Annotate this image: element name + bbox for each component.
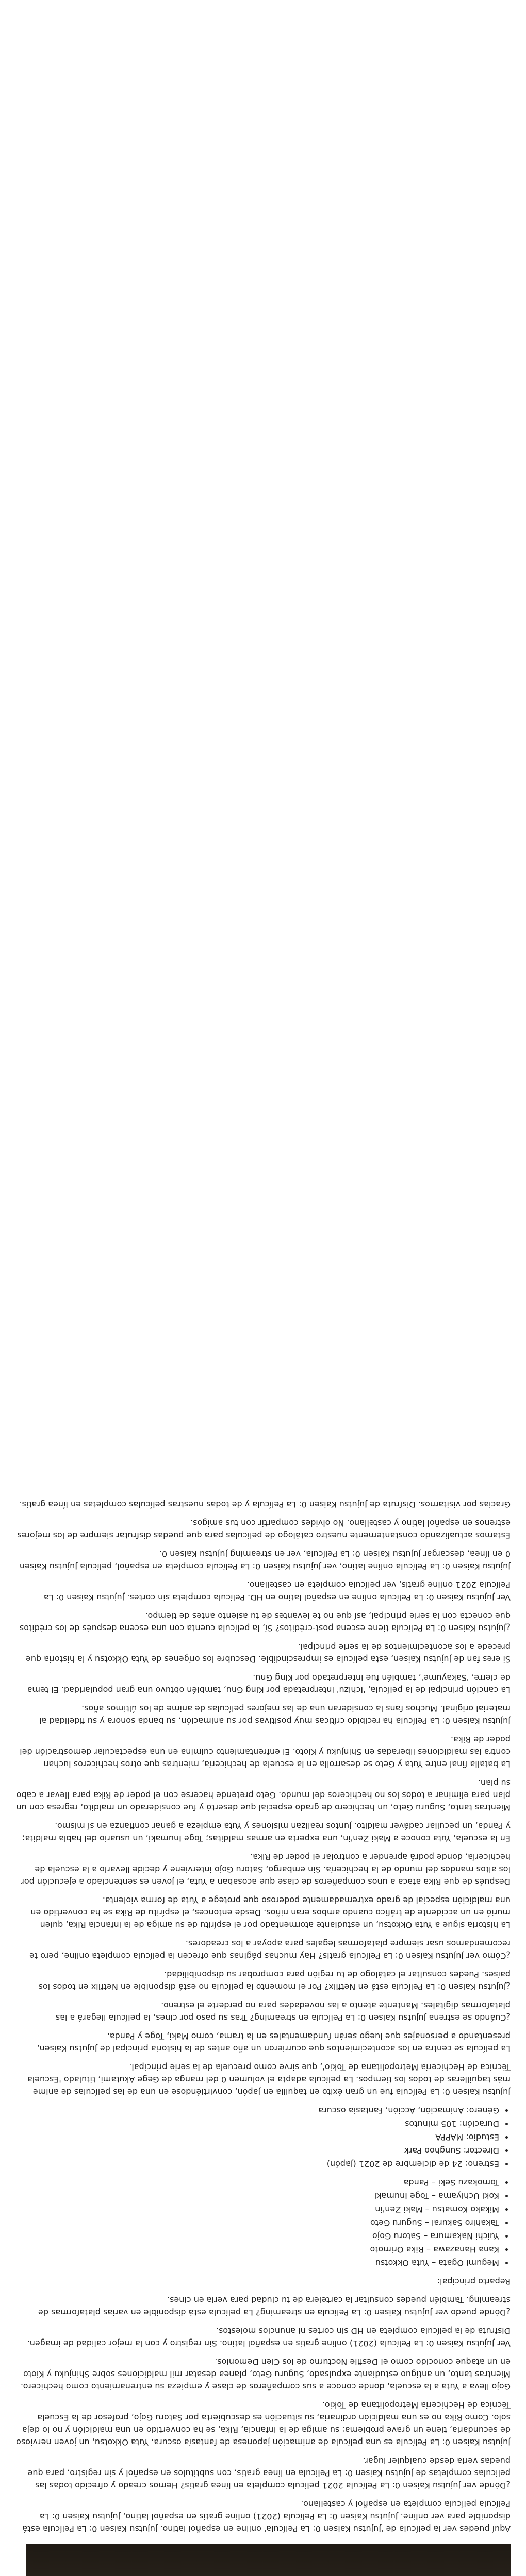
info-item: • Estudio: MAPPA [15,2131,499,2143]
article-paragraph: Jujutsu Kaisen 0: La Película fue un gran éxito en taquilla en Japón, convirtiéndose en una de las películas de anime más taquilleras de todos los tiempos. La película adapta el volumen 0 del manga de Gege Akutami, titulado 'Escuela Técnica de Hechicería Metropolitana de Tokio', que sirve como precuela de la serie principal. [27,2062,511,2097]
article-paragraph: La historia sigue a Yuta Okkotsu, un estudiante atormentado por el espíritu de su amiga de la infancia Rika, quien murió en un accidente de tráfico cuando ambos eran niños. Desde entonces, el espíritu de Rika se ha convertido en una maldición especial de grado extremadamente poderoso que protege a Yuta de forma violenta. [30,1895,511,1930]
article-paragraph: Aquí puedes ver la película de 'Jujutsu Kaisen 0: La Película' online en español latino. Jujutsu Kaisen 0: La Película está disponible para ver online. Jujutsu Kaisen 0: La Película (2021) online gratis en español latino, Jujutsu Kaisen 0: La Película película completa en español y castellano. [22,2499,511,2534]
article-paragraph: ¿Dónde puedo ver Jujutsu Kaisen 0: La Película en streaming? La película está disponible en varias plataformas de streaming. También puedes consultar la cartelera de tu ciudad para verla en cines. [38,2295,511,2317]
article-paragraph: Mientras tanto, Suguru Geto, un hechicero de grado especial que desertó y fue considerado un maldito, regresa con un plan para eliminar a todos los no hechiceros del mundo. Geto pretende hacerse con el poder de Rika para llevar a cabo su plan. [16,1778,511,1812]
article-paragraph: ¿Cuándo se estrena Jujutsu Kaisen 0: La Película en streaming? Tras su paso por cines, la película llegará a las plataformas digitales. Mantente atento a las novedades para no perderte el estreno. [55,2001,511,2023]
article-paragraph: Si eres fan de Jujutsu Kaisen, esta película es imprescindible. Descubre los orígenes de Yuta Okkotsu y la historia que precede a los acontecimientos de la serie principal. [25,1642,511,1664]
info-item: • Género: Animación, Acción, Fantasía oscura [15,2104,499,2116]
article-paragraph: ¿Cómo ver Jujutsu Kaisen 0: La Película gratis? Hay muchas páginas que ofrecen la película completa online, pero te recomendamos usar siempre plataformas legales para apoyar a los creadores. [29,1939,511,1961]
article-paragraph: Después de que Rika ataca a unos compañeros de clase que acosaban a Yuta, el joven es sentenciado a ejecución por los altos mandos del mundo de la hechicería. Sin embargo, Satoru Gojo interviene y decide llevarlo a la escuela de hechicería, donde podrá aprender a controlar el poder de Rika. [21,1852,511,1887]
cast-heading: Reparto principal: [437,2277,511,2286]
cast-list [15,2176,499,2269]
article-paragraph: Gracias por visitarnos. Disfruta de Jujutsu Kaisen 0: La Película y de todas nuestras películas completas en línea gratis. [19,1500,511,1510]
article-paragraph: Jujutsu Kaisen 0: La Película online latino, ver Jujutsu Kaisen 0: La Película completa en español, película Jujutsu Kaisen 0 en línea, descargar Jujutsu Kaisen 0: La Película, ver en streaming Jujutsu Kaisen 0. [19,1549,511,1571]
article-paragraph: Estamos actualizando constantemente nuestro catálogo de películas para que puedas disfrutar siempre de los mejores estrenos en español latino y castellano. No olvides compartir con tus amigos. [17,1518,511,1540]
cast-item: • Takahiro Sakurai – Suguru Geto [15,2216,499,2229]
article-paragraph: Jujutsu Kaisen 0: La Película es una película de animación japonesa de fantasía oscura. Yuta Okkotsu, un joven nervioso de secundaria, tiene un grave problema: su amiga de la infancia, Rika, se ha convertido en una maldición y no lo deja solo. Como Rika no es una maldición ordinaria, su situación es descubierta por Satoru Gojo, profesor de la Escuela Técnica de Hechicería Metropolitana de Tokio. [16,2400,511,2447]
cast-item: • Koki Uchiyama – Toge Inumaki [15,2190,499,2202]
cast-item: • Mikako Komatsu – Maki Zen'in [15,2203,499,2215]
article-body [15,1492,511,2576]
cast-item: • Yuichi Nakamura – Satoru Gojo [15,2230,499,2242]
info-item: • Estreno: 24 de diciembre de 2021 (Japón) [15,2158,499,2170]
article-paragraph: Ver Jujutsu Kaisen 0: La Película (2021) online gratis en español latino. Sin registro y con la mejor calidad de imagen. Disfruta de la película completa en HD sin cortes ni anuncios molestos. [27,2326,511,2348]
movie-poster [26,2544,511,2576]
article-paragraph: La batalla final entre Yuta y Geto se desarrolla en la escuela de hechicería, mientras que otros hechiceros luchan contra las maldiciones liberadas en Shinjuku y Kioto. El enfrentamiento culmina en una espectacular demostración del poder de Rika. [20,1735,511,1769]
movie-info-list [15,2104,499,2170]
cast-item: • Megumi Ogata – Yuta Okkotsu [15,2257,499,2269]
article-paragraph: ¿Jujutsu Kaisen 0: La Película tiene escena post-créditos? Sí, la película cuenta con una escena después de los créditos que conecta con la serie principal, así que no te levantes de tu asiento antes de tiempo. [19,1611,511,1633]
article-paragraph: ¿Dónde ver Jujutsu Kaisen 0: La Película 2021 película completa en línea gratis? Hemos creado y ofrecido todas las películas completas de Jujutsu Kaisen 0: La Película en línea gratis, con subtítulos en español y sin registro, para que puedas verla desde cualquier lugar. [27,2456,511,2490]
article-paragraph: Gojo lleva a Yuta a la escuela, donde conoce a sus compañeros de clase y empieza su entrenamiento como hechicero. Mientras tanto, un antiguo estudiante expulsado, Suguru Geto, planea desatar mil maldiciones sobre Shinjuku y Kioto en un ataque conocido como el Desfile Nocturno de los Cien Demonios. [20,2357,511,2392]
article-paragraph: La canción principal de la película, 'Ichizu' interpretada por King Gnu, también obtuvo una gran popularidad. El tema de cierre, 'Sakayume', también fue interpretado por King Gnu. [27,1673,511,1695]
cast-item: • Kana Hanazawa – Rika Orimoto [15,2243,499,2256]
article-paragraph: Jujutsu Kaisen 0: La Película ha recibido críticas muy positivas por su animación, su banda sonora y su fidelidad al material original. Muchos fans la consideran una de las mejores películas de anime de los últimos años. [39,1704,511,1726]
cast-item: • Tomokazu Seki – Panda [15,2176,499,2189]
info-item: • Director: Sunghoo Park [15,2144,499,2157]
poster-ground [26,2544,511,2576]
info-item: • Duración: 105 minutos [15,2117,499,2130]
article-paragraph: En la escuela, Yuta conoce a Maki Zen'in, una experta en armas malditas; Toge Inumaki, un usuario del habla maldita; y Panda, un peculiar cadáver maldito. Juntos realizan misiones y Yuta empieza a ganar confianza en sí mismo. [22,1821,511,1843]
article-paragraph: ¿Jujutsu Kaisen 0: La Película está en Netflix? Por el momento la película no está disponible en Netflix en todos los países. Puedes consultar el catálogo de tu región para comprobar su disponibilidad. [38,1970,511,1992]
article-paragraph: Ver Jujutsu Kaisen 0: La Película online en español latino en HD. Película completa sin cortes. Jujutsu Kaisen 0: La Película 2021 online gratis, ver película completa en castellano. [43,1580,511,1602]
article-paragraph: La película se centra en los acontecimientos que ocurrieron un año antes de la historia principal de Jujutsu Kaisen, presentando a personajes que luego serán fundamentales en la trama, como Maki, Toge y Panda. [37,2031,511,2054]
